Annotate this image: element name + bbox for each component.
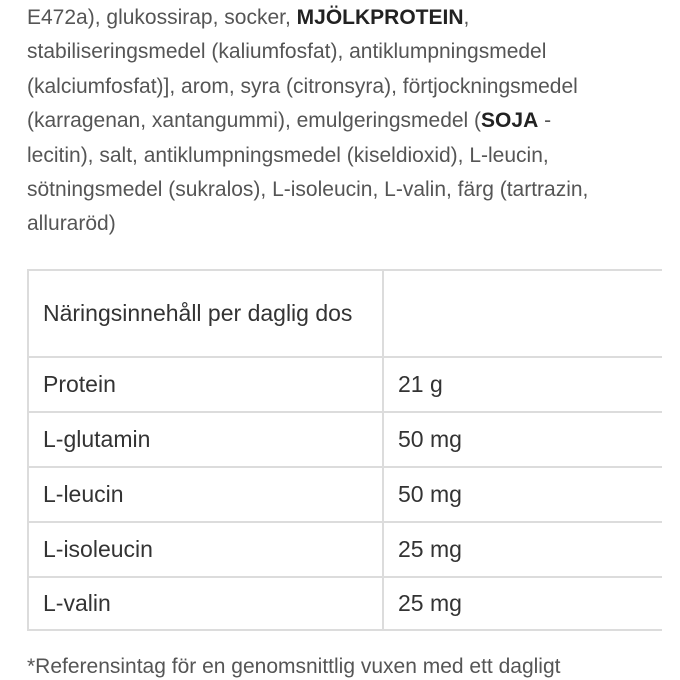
table-header-name: Näringsinnehåll per daglig dos [27,269,382,356]
nutrient-value: 50 mg [382,411,662,466]
ingredients-line: E472a), glukossirap, socker, MJÖLKPROTEIN, [27,6,470,29]
ingredients-line: sötningsmedel (sukralos), L-isoleucin, L-valin, färg (tartrazin, [27,178,589,202]
nutrient-value: 25 mg [382,576,662,631]
nutrient-name: L-valin [27,576,382,631]
table-row [27,411,662,466]
nutrient-value: 50 mg [382,466,662,521]
nutrient-name: L-leucin [27,466,382,521]
table-row [27,466,662,521]
nutrient-name: L-glutamin [27,411,382,466]
nutrition-table [27,269,662,631]
table-header-row [27,269,662,356]
nutrient-value: 21 g [382,356,662,411]
nutrient-name: L-isoleucin [27,521,382,576]
table-row [27,576,662,631]
allergen-milk-protein: MJÖLKPROTEIN [296,6,464,29]
nutrient-value: 25 mg [382,521,662,576]
footnote: *Referensintag för en genomsnittlig vuxen med ett dagligt [27,655,561,678]
ingredients-line: stabiliseringsmedel (kaliumfosfat), antiklumpningsmedel [27,40,547,64]
table-header-value [382,269,662,356]
ingredients-line: (karragenan, xantangummi), emulgeringsmedel (SOJA - [27,109,552,133]
nutrient-name: Protein [27,356,382,411]
table-row [27,521,662,576]
ingredients-line: (kalciumfosfat)], arom, syra (citronsyra), förtjockningsmedel [27,74,578,98]
allergen-soy: SOJA [481,109,539,133]
ingredients-line: lecitin), salt, antiklumpningsmedel (kiseldioxid), L-leucin, [27,143,549,167]
ingredients-text [27,1,667,242]
ingredients-line: alluraröd) [27,212,116,236]
table-row [27,356,662,411]
